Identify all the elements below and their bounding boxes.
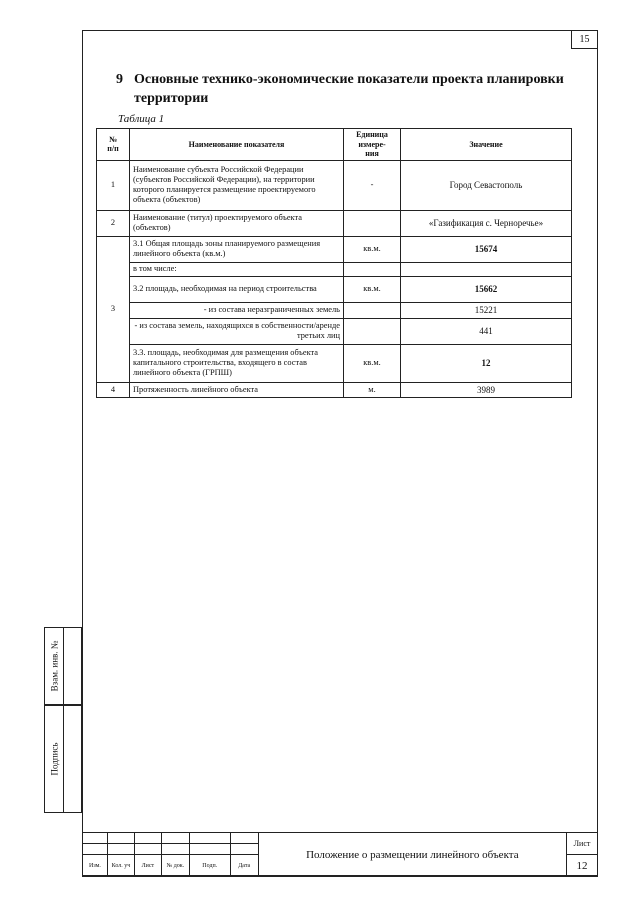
stamp-list: Лист: [134, 855, 161, 877]
table-row: в том числе:: [97, 262, 572, 276]
header-num: № п/п: [97, 129, 130, 161]
heading-line-2: территории: [134, 91, 209, 106]
sheet-number: 12: [566, 855, 597, 877]
page-number: 15: [571, 30, 598, 49]
heading-line-1: Основные технико-экономические показатели проекта планировки: [134, 72, 564, 87]
table-row: 3.3. площадь, необходимая для размещения объекта капитального строительства, входящего в состав линейного объекта (ГРПШ) кв.м. 12: [97, 344, 572, 382]
stamp-kol: Кол. уч: [107, 855, 134, 877]
table-row: 3.2 площадь, необходимая на период строительства кв.м. 15662: [97, 276, 572, 302]
table-row: 4 Протяженность линейного объекта м. 3989: [97, 382, 572, 397]
table-row: 1 Наименование субъекта Российской Федерации (субъектов Российской Федерации), на территории которого планируется размещение проектируемого объекта (объектов) - Город Севастополь: [97, 160, 572, 210]
table-row: 2 Наименование (титул) проектируемого объекта (объектов) «Газификация с. Черноречье»: [97, 210, 572, 236]
header-name: Наименование показателя: [130, 129, 344, 161]
stamp-podp: Подп.: [189, 855, 230, 877]
label-podpis: Подпись: [49, 742, 60, 776]
table-header-row: [97, 129, 572, 161]
document-title: Положение о размещении линейного объекта: [258, 833, 566, 877]
stamp-izm: Изм.: [83, 855, 108, 877]
table-row: - из состава земель, находящихся в собственности/аренде третьих лиц 441: [97, 318, 572, 344]
table-row: - из состава неразграниченных земель 15221: [97, 302, 572, 318]
header-unit: Единица измере- ния: [344, 129, 401, 161]
section-number: 9: [116, 72, 123, 87]
stamp-data: Дата: [230, 855, 258, 877]
table-caption: Таблица 1: [118, 113, 165, 125]
indicators-table: [96, 128, 572, 398]
table-row: 3 3.1 Общая площадь зоны планируемого размещения линейного объекта (кв.м.) кв.м. 15674: [97, 236, 572, 262]
title-block: [82, 832, 598, 877]
section-heading: [116, 70, 586, 108]
sheet-label: Лист: [566, 833, 597, 855]
header-value: Значение: [401, 129, 572, 161]
side-strip-vzam: [44, 627, 82, 705]
stamp-ndok: № док.: [161, 855, 189, 877]
side-strip-podpis: [44, 705, 82, 813]
label-vzam-inv: Взам. инв. №: [49, 640, 60, 692]
